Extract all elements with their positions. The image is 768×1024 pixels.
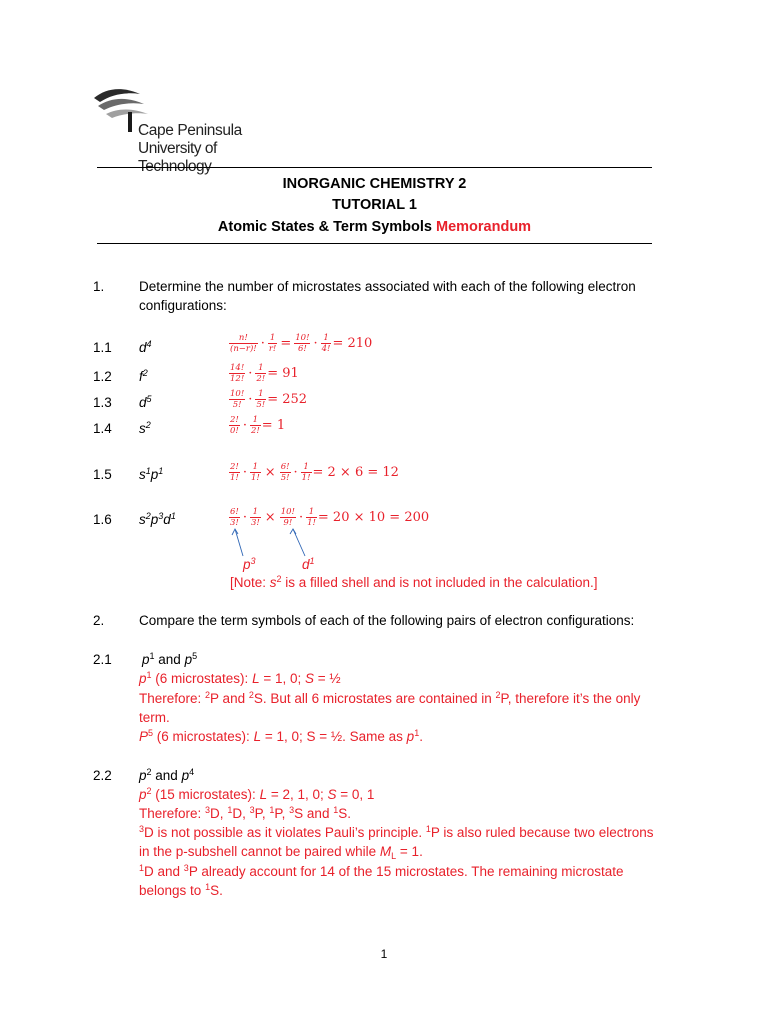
q1-2-result: = 91	[267, 366, 299, 381]
q1-1-number: 1.1	[93, 340, 112, 355]
logo-line2: University of Technology	[138, 140, 217, 175]
q1-1-config: $d^4$	[139, 339, 152, 355]
q1-5-number: 1.5	[93, 467, 112, 482]
q1-2-number: 1.2	[93, 369, 112, 384]
q1-1-result: = 210	[332, 336, 373, 351]
title-line2: TUTORIAL 1	[332, 197, 417, 213]
q2-2-line3: $^3$D is not possible as it violates Pauli’s principle. $^1$P is also ruled because two electrons	[139, 824, 654, 840]
page-number: 1	[380, 947, 388, 961]
q1-2-config: $f^2$	[139, 368, 148, 384]
q2-1-line3: term.	[139, 710, 170, 725]
title-line3	[97, 217, 652, 237]
q2-1-line4: $P^5$ (6 microstates): L = 1, 0; S = ½. Same as $p^1$.	[139, 728, 423, 744]
q1-1-formula: n! (n−r)! · $\frac{1}{r!}$ = $\frac{10!}{6!}$ · $\frac{1}{4!}$ = 210	[230, 333, 373, 354]
q2-2-number: 2.2	[93, 768, 112, 783]
q1-text-line1: Determine the number of microstates associated with each of the following electron	[139, 279, 636, 294]
q1-6-result: = 20 × 10 = 200	[317, 510, 430, 525]
q1-3-formula: 10! 5! · $\frac{1}{5!}$ = 252	[230, 389, 308, 410]
q1-6-formula: 6! 3! · $\frac{1}{3!}$ × $\frac{10!}{9!}$ · $\frac{1}{1!}$ = 20 × 10 = 200	[230, 507, 430, 528]
q1-2-formula: 14! 12! · $\frac{1}{2!}$ = 91	[230, 363, 299, 384]
title-main: Atomic States & Term Symbols	[217, 219, 432, 235]
q1-5-config: $s^1p^1$	[139, 466, 164, 482]
q1-3-config: $d^5$	[139, 394, 152, 410]
q1-3-number: 1.3	[93, 395, 112, 410]
header-rule-bottom	[97, 243, 652, 244]
q2-1-line2: Therefore: $^2$P and $^2$S. But all 6 microstates are contained in $^2$P, therefore it’s the only	[139, 690, 641, 706]
q1-4-config: $s^2$	[139, 420, 151, 436]
header-rule-top	[97, 167, 652, 168]
q2-1-line1: $p^1$ (6 microstates): L = 1, 0; S = ½	[139, 670, 341, 686]
q2-2-line6: belongs to $^1$S.	[139, 882, 223, 898]
title-line1: INORGANIC CHEMISTRY 2	[282, 176, 467, 192]
q1-6-config: $s^2p^3d^1$	[139, 511, 176, 527]
q1-3-result: = 252	[267, 392, 308, 407]
q1-note: [Note: $s^2$ is a filled shell and is not included in the calculation.]	[230, 574, 598, 590]
annotation-d1: $d^1$	[302, 556, 315, 572]
q1-4-result: = 1	[261, 418, 286, 433]
q2-2-line5: $^1$D and $^3$P already account for 14 of the 15 microstates. The remaining microstate	[139, 863, 624, 879]
q1-5-result: = 2 × 6 = 12	[312, 465, 399, 480]
q2-2-pair: $p^2$ and $p^4$	[139, 767, 195, 783]
q1-text-line2: configurations:	[139, 298, 227, 313]
q1-4-number: 1.4	[93, 421, 112, 436]
q1-number: 1.	[93, 279, 105, 294]
q1-6-number: 1.6	[93, 512, 112, 527]
logo-line1: Cape Peninsula	[138, 122, 242, 139]
q1-5-formula: 2! 1! · $\frac{1}{1!}$ × $\frac{6!}{5!}$ · $\frac{1}{1!}$ = 2 × 6 = 12	[230, 462, 399, 483]
q2-2-line2: Therefore: $^3$D, $^1$D, $^3$P, $^1$P, $^3$S and $^1$S.	[139, 805, 351, 821]
annotation-p3: $p^3$	[243, 556, 256, 572]
q2-2-line4: in the p-subshell cannot be paired while $M_L = 1$.	[139, 844, 423, 861]
q2-number: 2.	[93, 613, 105, 628]
q2-1-pair: $p^1$ and $p^5$	[142, 651, 198, 667]
q2-1-number: 2.1	[93, 652, 112, 667]
q2-2-line1: $p^2$ (15 microstates): L = 2, 1, 0; S = 0, 1	[139, 786, 375, 802]
cput-logo	[92, 84, 282, 175]
title-memorandum: Memorandum	[436, 219, 532, 235]
q1-4-formula: 2! 0! · $\frac{1}{2!}$ = 1	[230, 415, 286, 436]
q2-text: Compare the term symbols of each of the following pairs of electron configurations:	[139, 613, 635, 628]
